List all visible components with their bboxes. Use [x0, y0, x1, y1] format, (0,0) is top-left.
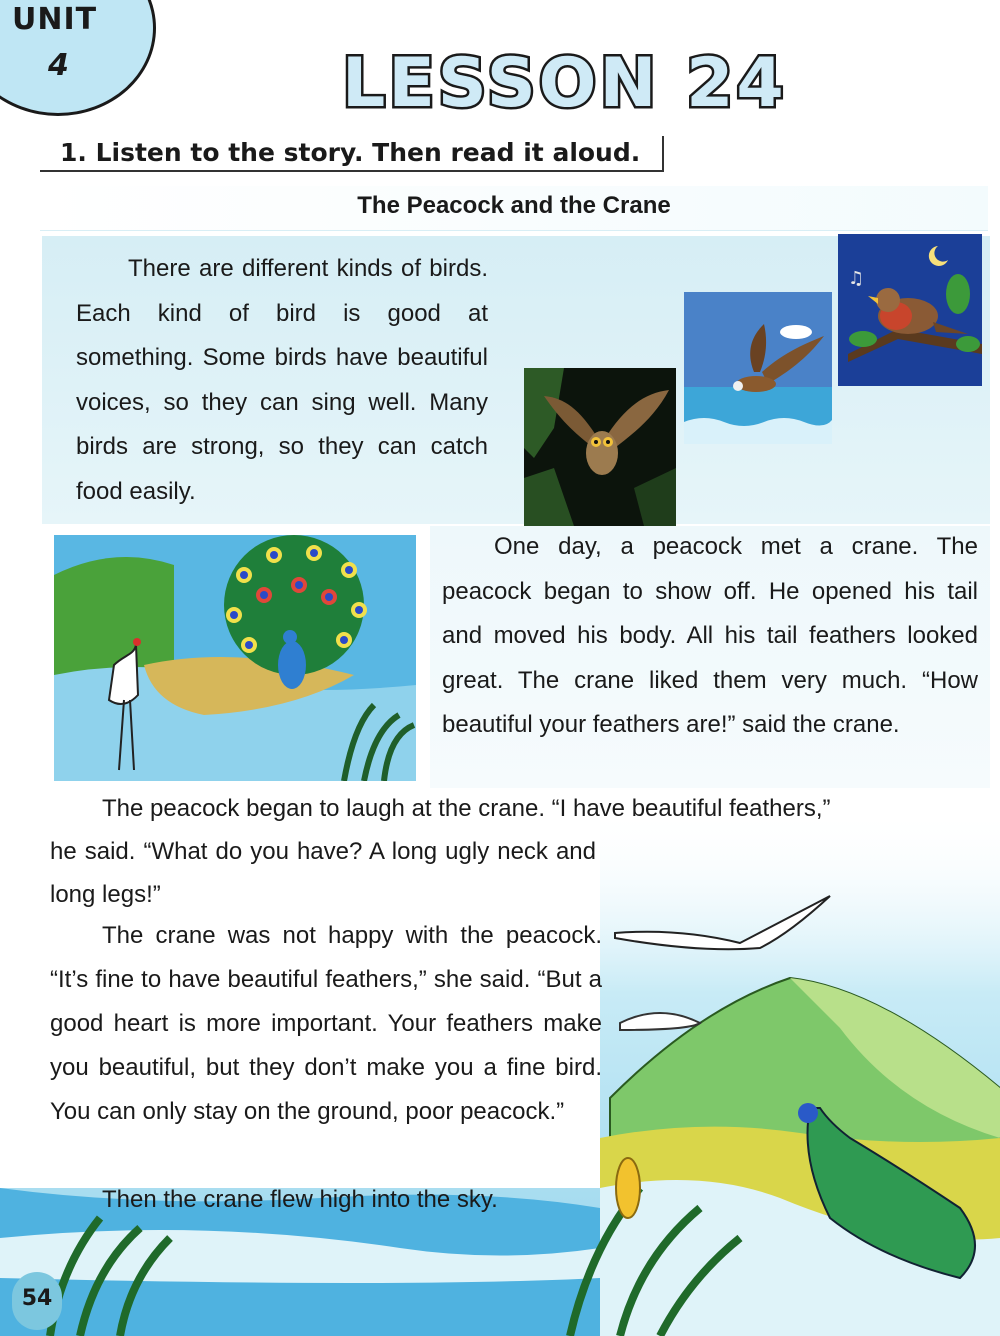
page-number: 54: [21, 1286, 53, 1311]
eagle-illustration: [684, 292, 832, 444]
unit-number: 4: [48, 48, 69, 83]
story-paragraph-4: The crane was not happy with the peacock. “It’s fine to have beautiful feathers,” she said. “But a good heart is more important. Your feathers make you beautiful, but they don’t make you a fine bird. You can only stay on the ground, poor peacock.”: [50, 922, 602, 1125]
owl-illustration: [524, 368, 676, 526]
story-paragraph-3-line-1: The peacock began to laugh at the crane. “I have beautiful feathers,”: [102, 795, 831, 822]
story-title: The Peacock and the Crane: [357, 192, 671, 219]
story-paragraph-1: There are different kinds of birds. Each kind of bird is good at something. Some birds have beautiful voices, so they can sing well. Many birds are strong, so they can catch food easily.: [76, 255, 488, 505]
story-paragraph-2: One day, a peacock met a crane. The peacock began to show off. He opened his tail and moved his body. All his tail feathers looked great. The crane liked them very much. “How beautiful your feathers are!” said the crane.: [442, 533, 978, 738]
story-paragraph-5: Then the crane flew high into the sky.: [102, 1186, 498, 1213]
instruction-text: 1. Listen to the story. Then read it aloud.: [60, 138, 641, 167]
unit-label: UNIT: [12, 2, 98, 37]
svg-text:♫: ♫: [848, 268, 865, 289]
lesson-title-text: LESSON 24: [342, 44, 787, 118]
singing-bird-illustration: [838, 234, 982, 386]
peacock-and-crane-illustration: [54, 535, 416, 781]
lesson-title: [338, 38, 818, 118]
story-paragraph-3-continued: he said. “What do you have? A long ugly neck and long legs!”: [50, 838, 596, 908]
